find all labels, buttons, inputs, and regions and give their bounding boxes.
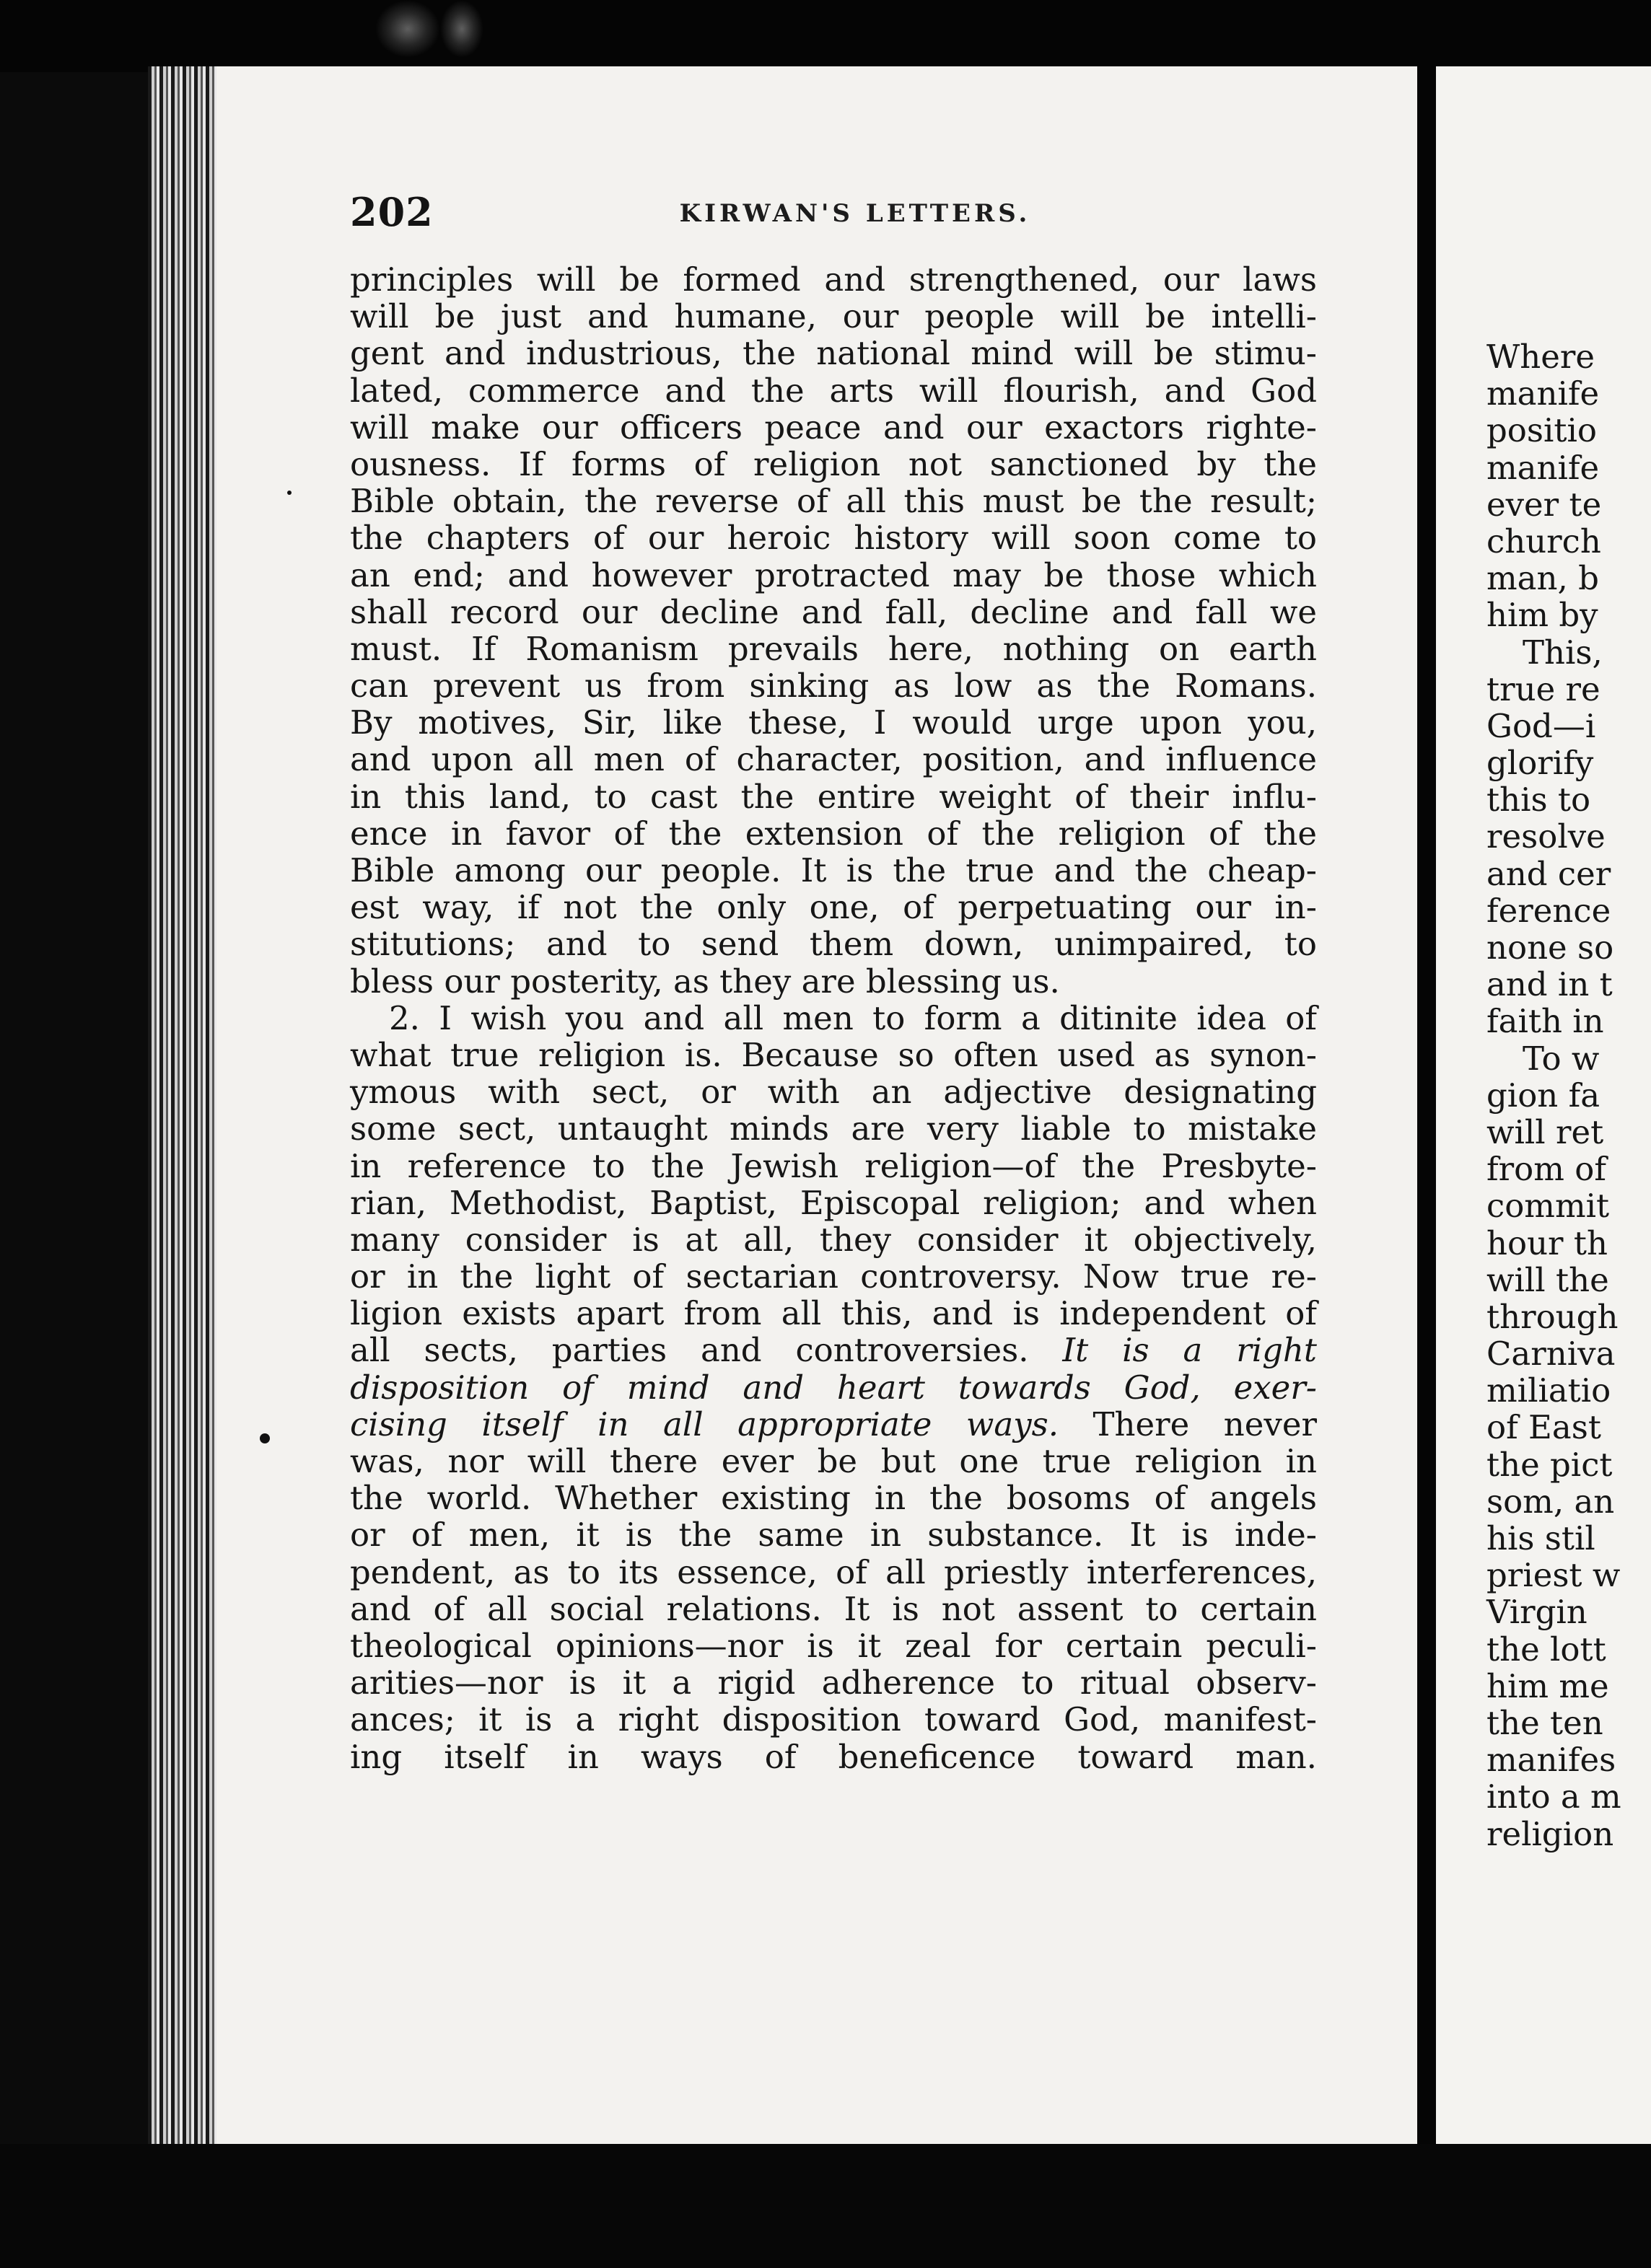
text-line: none so bbox=[1486, 928, 1614, 967]
text-fragment: all sects, parties and controversies. bbox=[350, 1331, 1029, 1370]
text-line: lated, commerce and the arts will flourish, and God bbox=[350, 371, 1317, 410]
text-line: By motives, Sir, like these, I would urge upon you, bbox=[350, 703, 1317, 742]
text-line: man, b bbox=[1486, 559, 1599, 598]
text-line: manife bbox=[1486, 374, 1600, 413]
text-line: an end; and however protracted may be those which bbox=[350, 555, 1317, 594]
text-line: true re bbox=[1486, 669, 1600, 708]
text-line: and upon all men of character, position, and influence bbox=[350, 740, 1317, 779]
italic-fragment: disposition of mind and heart towards God, exer- bbox=[350, 1368, 1317, 1407]
text-line: the ten bbox=[1486, 1703, 1603, 1742]
text-line: ligion exists apart from all this, and is independent of bbox=[350, 1294, 1317, 1333]
text-line: ousness. If forms of religion not sanctioned by the bbox=[350, 444, 1317, 483]
right-page bbox=[1436, 66, 1651, 2144]
book-gutter bbox=[1417, 43, 1436, 2268]
text-line: in this land, to cast the entire weight of their influ- bbox=[350, 777, 1317, 816]
text-line: or of men, it is the same in substance. It is inde- bbox=[350, 1516, 1317, 1555]
italic-fragment: It is a right bbox=[1062, 1331, 1317, 1370]
text-line-mixed bbox=[350, 1332, 1317, 1368]
text-line: will the bbox=[1486, 1260, 1609, 1299]
text-line: This, bbox=[1523, 633, 1603, 672]
text-line: must. If Romanism prevails here, nothing on earth bbox=[350, 629, 1317, 668]
right-page-text bbox=[1486, 328, 1651, 1852]
text-line: was, nor will there ever be but one true religion in bbox=[350, 1442, 1317, 1480]
text-line: ances; it is a right disposition toward God, manifest- bbox=[350, 1700, 1317, 1739]
text-line: many consider is at all, they consider it objectively, bbox=[350, 1220, 1317, 1259]
text-line: Carniva bbox=[1486, 1335, 1616, 1373]
text-line: faith in bbox=[1486, 1002, 1604, 1041]
text-line: ence in favor of the extension of the religion of the bbox=[350, 814, 1317, 853]
text-line: church bbox=[1486, 522, 1601, 561]
text-line: gent and industrious, the national mind will be stimu- bbox=[350, 334, 1317, 373]
text-line: him by bbox=[1486, 596, 1598, 635]
text-line: hour th bbox=[1486, 1223, 1608, 1262]
text-line-mixed bbox=[350, 1406, 1317, 1443]
scan-smudge bbox=[440, 0, 483, 58]
text-line: can prevent us from sinking as low as the Romans. bbox=[350, 667, 1317, 706]
text-line: glorify bbox=[1486, 744, 1594, 783]
text-line: Bible among our people. It is the true and the cheap- bbox=[350, 851, 1317, 889]
left-page-text bbox=[350, 261, 1317, 1775]
text-line: the world. Whether existing in the bosoms of angels bbox=[350, 1479, 1317, 1518]
text-line: his stil bbox=[1486, 1519, 1595, 1557]
text-line: what true religion is. Because so often used as synon- bbox=[350, 1035, 1317, 1074]
text-line: in reference to the Jewish religion—of the Presbyte- bbox=[350, 1146, 1317, 1185]
margin-mark bbox=[287, 491, 292, 495]
text-line: this to bbox=[1486, 781, 1591, 819]
text-line: stitutions; and to send them down, unimpaired, to bbox=[350, 925, 1317, 964]
text-line: ymous with sect, or with an adjective designating bbox=[350, 1073, 1317, 1112]
text-line: will be just and humane, our people will be intelli- bbox=[350, 297, 1317, 336]
text-line: rian, Methodist, Baptist, Episcopal religion; and when bbox=[350, 1183, 1317, 1222]
text-line: commit bbox=[1486, 1187, 1610, 1226]
text-line: 2. I wish you and all men to form a ditinite idea of bbox=[389, 998, 1317, 1037]
text-fragment: There never bbox=[1092, 1405, 1317, 1443]
text-line: gion fa bbox=[1486, 1076, 1600, 1115]
text-line: Bible obtain, the reverse of all this must be the result; bbox=[350, 482, 1317, 521]
text-line: from of bbox=[1486, 1150, 1606, 1189]
text-line: ever te bbox=[1486, 485, 1602, 524]
text-line: theological opinions—nor is it zeal for certain peculi- bbox=[350, 1626, 1317, 1665]
text-line: miliatio bbox=[1486, 1371, 1611, 1410]
text-line: the pict bbox=[1486, 1445, 1613, 1484]
text-line: bless our posterity, as they are blessing us. bbox=[350, 962, 1060, 1001]
text-line: som, an bbox=[1486, 1482, 1615, 1521]
scan-top-border bbox=[0, 0, 1651, 72]
text-line: some sect, untaught minds are very liable to mistake bbox=[350, 1109, 1317, 1148]
page-header bbox=[350, 189, 1317, 239]
text-line: principles will be formed and strengthened, our laws bbox=[350, 260, 1317, 299]
text-line: and of all social relations. It is not assent to certain bbox=[350, 1589, 1317, 1628]
text-line: arities—nor is it a rigid adherence to ritual observ- bbox=[350, 1663, 1317, 1702]
text-line: positio bbox=[1486, 411, 1597, 450]
text-line: religion bbox=[1486, 1814, 1614, 1853]
text-line: will make our officers peace and our exactors righte- bbox=[350, 408, 1317, 447]
text-line: and cer bbox=[1486, 854, 1611, 893]
text-line: Virgin bbox=[1486, 1593, 1588, 1632]
text-line: ference bbox=[1486, 891, 1611, 930]
running-head: KIRWAN'S LETTERS. bbox=[679, 199, 1031, 228]
text-line: into a m bbox=[1486, 1777, 1621, 1816]
text-line bbox=[350, 1369, 1317, 1406]
text-line: manife bbox=[1486, 448, 1600, 487]
text-line: est way, if not the only one, of perpetuating our in- bbox=[350, 888, 1317, 927]
text-line: through bbox=[1486, 1297, 1619, 1336]
text-line: manifes bbox=[1486, 1741, 1616, 1780]
text-line: the chapters of our heroic history will soon come to bbox=[350, 519, 1317, 558]
book-page-edges bbox=[148, 66, 220, 2144]
margin-mark bbox=[260, 1433, 270, 1443]
text-line: priest w bbox=[1486, 1556, 1621, 1595]
text-line: ing itself in ways of beneficence toward man. bbox=[350, 1737, 1317, 1776]
text-line: the lott bbox=[1486, 1630, 1606, 1669]
italic-fragment: cising itself in all appropriate ways. bbox=[350, 1405, 1059, 1443]
scan-smudge bbox=[375, 0, 440, 58]
text-line: pendent, as to its essence, of all priestly interferences, bbox=[350, 1552, 1317, 1591]
text-line: of East bbox=[1486, 1408, 1601, 1447]
text-line: and in t bbox=[1486, 965, 1613, 1004]
scan-bottom-border bbox=[0, 2144, 1651, 2268]
text-line: will ret bbox=[1486, 1112, 1604, 1151]
text-line: shall record our decline and fall, decline and fall we bbox=[350, 592, 1317, 631]
text-line: To w bbox=[1523, 1039, 1600, 1078]
text-line: God—i bbox=[1486, 706, 1596, 745]
text-line: or in the light of sectarian controversy. Now true re- bbox=[350, 1257, 1317, 1296]
page-number: 202 bbox=[350, 189, 434, 235]
text-line: him me bbox=[1486, 1666, 1609, 1705]
text-line: Where bbox=[1486, 338, 1595, 376]
text-line: resolve bbox=[1486, 817, 1606, 856]
